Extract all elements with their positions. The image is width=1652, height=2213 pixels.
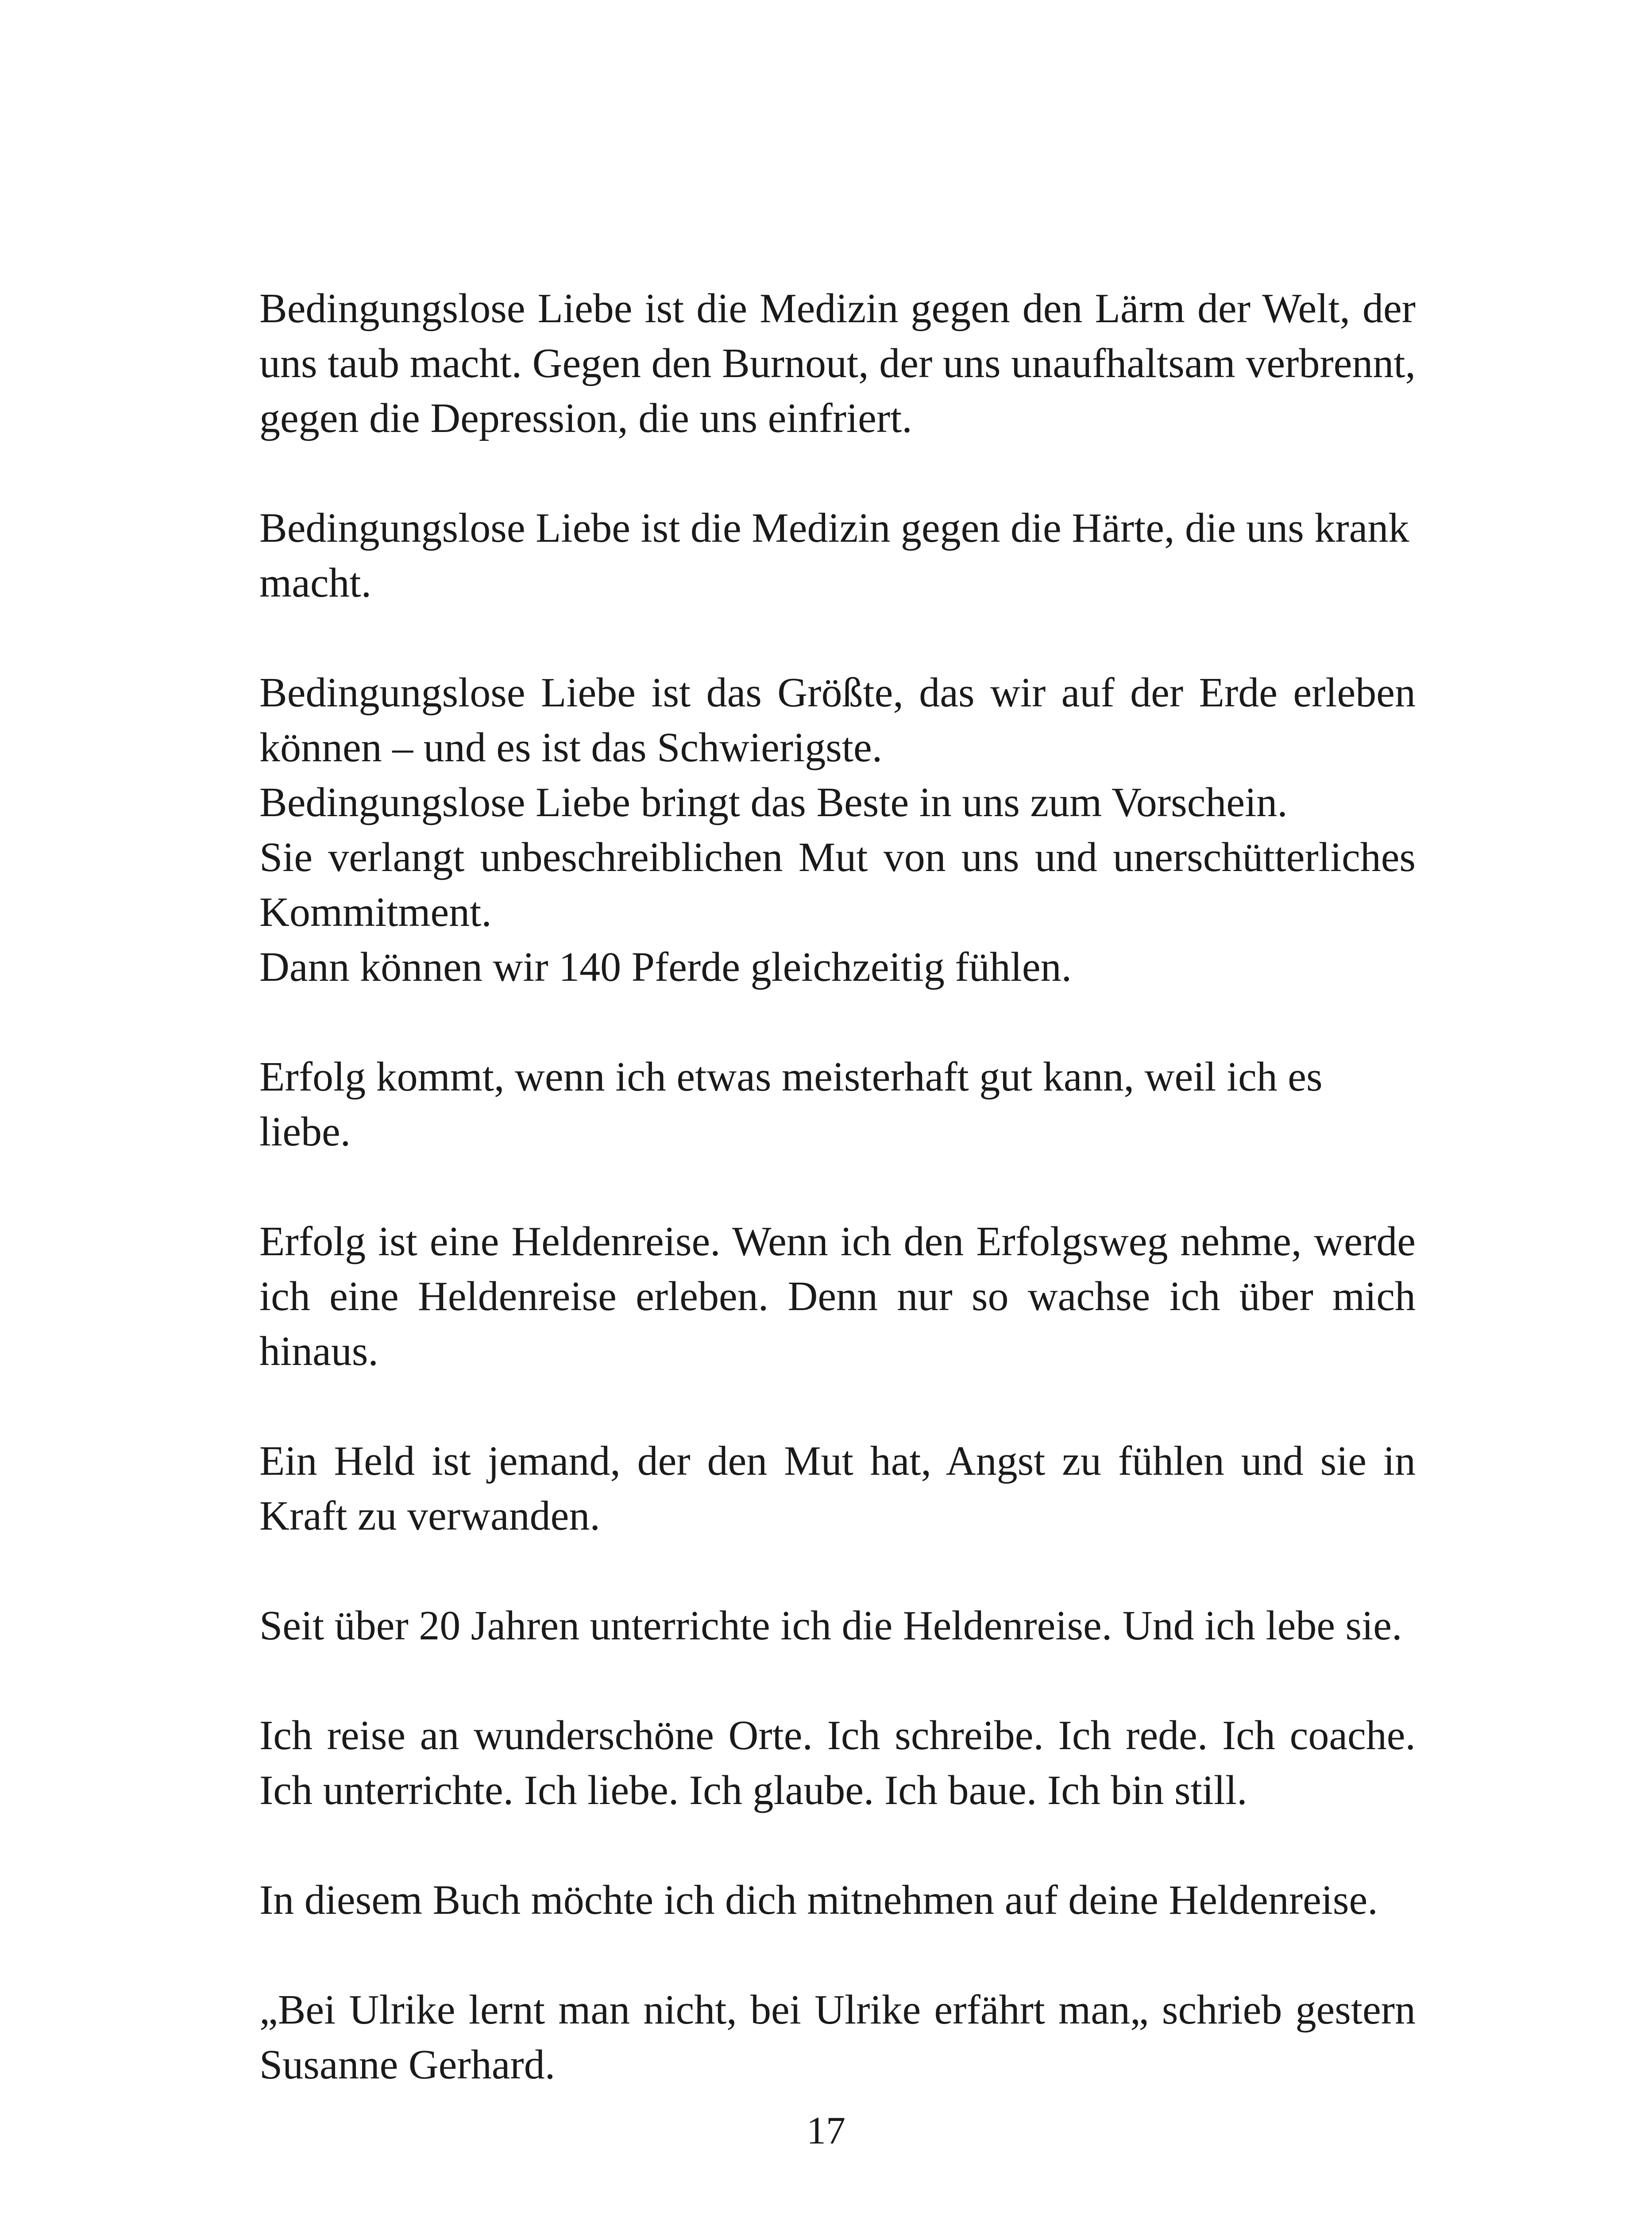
paragraph: In diesem Buch möchte ich dich mitnehmen auf deine Heldenreise. [259, 1877, 1378, 1923]
paragraph: Bedingungslose Liebe bringt das Beste in uns zum Vorschein. [259, 779, 1288, 825]
body-text [259, 281, 1416, 2147]
paragraph: Bedingungslose Liebe ist die Medizin gegen den Lärm der Welt, der uns taub macht. Gegen den Burnout, der uns unaufhaltsam verbrennt, gegen die Depression, die uns einfriert. [259, 285, 1416, 441]
paragraph: Bedingungslose Liebe ist das Größte, das wir auf der Erde erleben können – und es ist das Schwierigste. [259, 670, 1416, 771]
paragraph: Seit über 20 Jahren unterrichte ich die Heldenreise. Und ich lebe sie. [259, 1603, 1402, 1649]
paragraph: „Bei Ulrike lernt man nicht, bei Ulrike erfährt man„ schrieb gestern Susanne Gerhard. [259, 1987, 1416, 2088]
page-number: 17 [807, 2109, 845, 2152]
paragraph: Bedingungslose Liebe ist die Medizin gegen die Härte, die uns krank macht. [259, 505, 1409, 606]
paragraph: Erfolg kommt, wenn ich etwas meisterhaft gut kann, weil ich es liebe. [259, 1054, 1323, 1155]
paragraph: Sie verlangt unbeschreiblichen Mut von uns und unerschütterliches Kommitment. [259, 834, 1416, 935]
paragraph: Dann können wir 140 Pferde gleichzeitig fühlen. [259, 944, 1072, 990]
paragraph: Ein Held ist jemand, der den Mut hat, Angst zu fühlen und sie in Kraft zu verwanden. [259, 1438, 1416, 1539]
paragraph: Erfolg ist eine Heldenreise. Wenn ich den Erfolgsweg nehme, werde ich eine Heldenreise erleben. Denn nur so wachse ich über mich hinaus. [259, 1218, 1416, 1374]
paragraph: Ich reise an wunderschöne Orte. Ich schreibe. Ich rede. Ich coache. Ich unterrichte. Ich liebe. Ich glaube. Ich baue. Ich bin still. [259, 1712, 1416, 1813]
